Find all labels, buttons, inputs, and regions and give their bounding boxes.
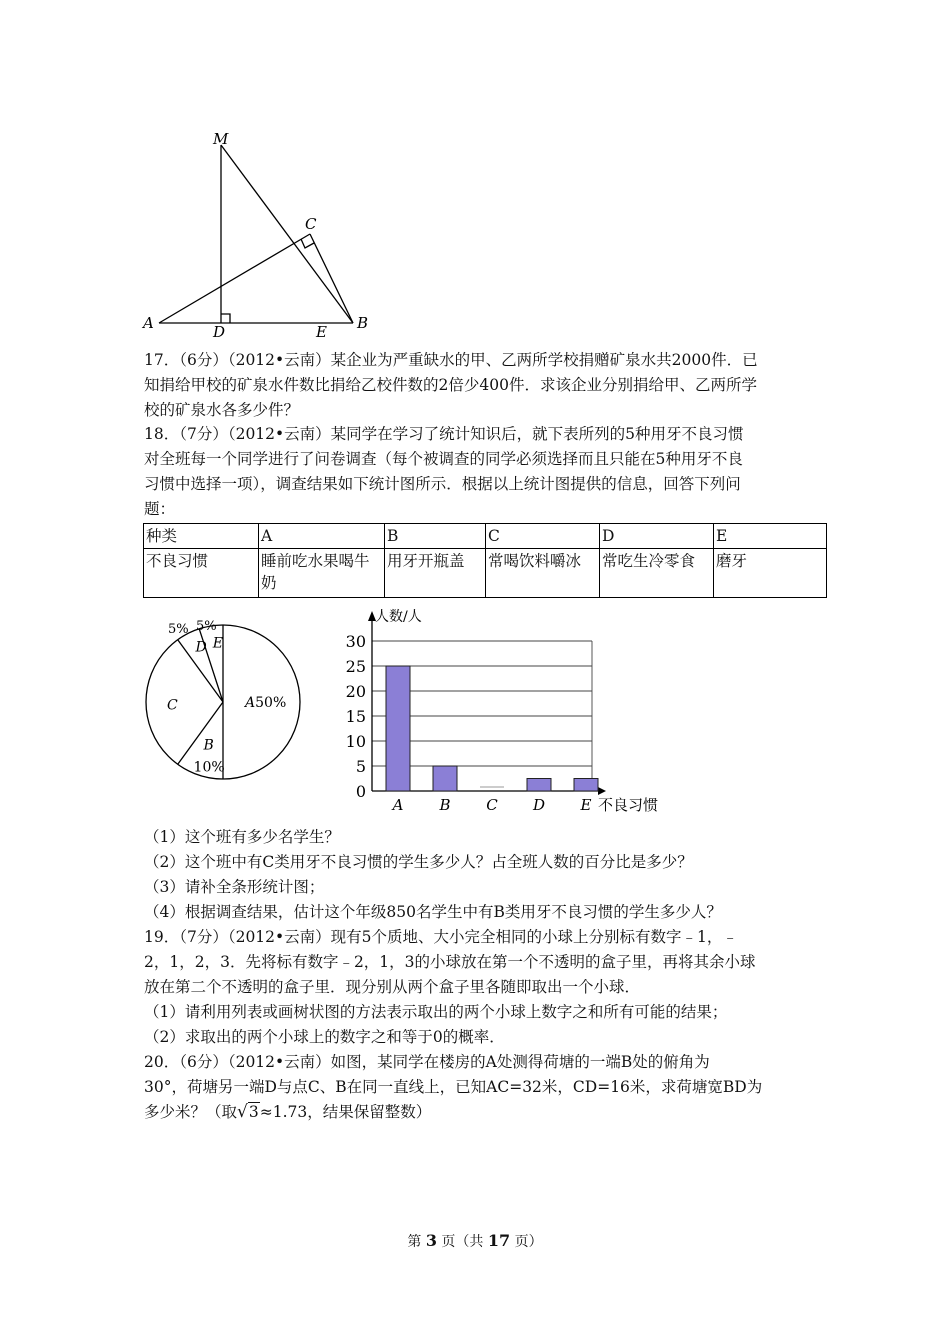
q20-line [144, 1100, 814, 1125]
q18-sub-line: （3）请补全条形统计图； [144, 878, 325, 896]
y-tick-label: 0 [355, 782, 366, 801]
table-cell: D [600, 524, 714, 549]
table-cell: 不良习惯 [144, 549, 259, 598]
table-header-row [144, 524, 827, 549]
pie-label-b [203, 738, 214, 754]
segment-cb [310, 234, 353, 323]
label-a: A [143, 314, 154, 332]
q18-line: 18．（7分）（2012•云南）某同学在学习了统计知识后，就下表所列的5种用牙不良习惯 [144, 425, 744, 443]
bar-e [574, 779, 598, 792]
q18-sub-line: （1）这个班有多少名学生？ [144, 828, 340, 846]
footer-middle: 页（共 [436, 1234, 488, 1250]
bar-d [527, 779, 551, 792]
x-axis-label: 不良习惯 [598, 796, 659, 814]
label-c: C [305, 215, 317, 233]
y-tick-label: 30 [345, 632, 366, 651]
label-d: D [213, 323, 226, 341]
q19-line: （1）请利用列表或画树状图的方法表示取出的两个小球上数字之和所有可能的结果； [144, 1003, 728, 1021]
label-m: M [213, 130, 229, 148]
sqrt-expression: √3 [237, 1102, 259, 1122]
y-axis-label: 人数/人 [375, 609, 422, 625]
x-axis-arrow [598, 787, 606, 795]
pie-percent-d: 5% [168, 622, 189, 637]
bar-a [386, 666, 410, 791]
label-b: B [357, 314, 369, 332]
q18-sub-line: （2）这个班中有C类用牙不良习惯的学生多少人？占全班人数的百分比是多少？ [144, 853, 693, 871]
x-tick-label: C [486, 796, 498, 814]
q17-line: 校的矿泉水各多少件？ [144, 401, 300, 419]
sqrt-radicand: 3 [248, 1103, 259, 1121]
pie-percent-b: 10% [193, 759, 225, 776]
y-tick-label: 25 [345, 657, 366, 676]
pie-label-c [167, 698, 178, 714]
question-18 [144, 422, 814, 522]
pie-label-e [212, 635, 223, 651]
y-tick-label: 20 [345, 682, 366, 701]
right-angle-c [301, 239, 314, 248]
footer-total-pages: 17 [487, 1231, 511, 1250]
q18-line: 习惯中选择一项），调查结果如下统计图所示．根据以上统计图提供的信息，回答下列问 [144, 475, 741, 493]
table-cell: 种类 [144, 524, 259, 549]
y-tick-label: 10 [345, 732, 366, 751]
table-cell: 用牙开瓶盖 [385, 549, 486, 598]
question-17 [144, 348, 814, 423]
pie-label-d [195, 639, 207, 655]
q20-line3-suffix: ≈1.73，结果保留整数） [259, 1103, 432, 1121]
segment-ac [159, 234, 310, 323]
q17-line: 17．（6分）（2012•云南）某企业为严重缺水的甲、乙两所学校捐赠矿泉水共2000件．已 [144, 351, 758, 369]
habits-table [143, 523, 827, 598]
q20-line3-prefix: 多少米？（取 [144, 1103, 238, 1121]
y-tick-label: 5 [355, 757, 366, 776]
page-footer [0, 1231, 950, 1251]
footer-suffix: 页） [510, 1234, 543, 1250]
x-tick-label: E [580, 796, 592, 814]
q20-line: 20．（6分）（2012•云南）如图，某同学在楼房的A处测得荷塘的一端B处的俯角为 [144, 1053, 710, 1071]
y-tick-label: 15 [345, 707, 366, 726]
table-cell: E [714, 524, 827, 549]
bar-chart [330, 605, 675, 817]
right-angle-d [221, 314, 230, 323]
pie-category-a: A [245, 695, 256, 711]
q19-line: 19．（7分）（2012•云南）现有5个质地、大小完全相同的小球上分别标有数字﹣1，﹣ [144, 928, 738, 946]
pie-divider-c [178, 702, 223, 764]
segment-mb [221, 145, 353, 323]
x-tick-label: D [532, 796, 546, 814]
q18-line: 题： [144, 500, 176, 518]
question-18-subquestions [144, 825, 814, 925]
table-cell: 睡前吃水果喝牛奶 [259, 549, 385, 598]
table-cell: B [385, 524, 486, 549]
q18-line: 对全班每一个同学进行了问卷调查（每个被调查的同学必须选择而且只能在5种用牙不良 [144, 450, 743, 468]
table-cell: C [486, 524, 600, 549]
pie-category-b: B [203, 737, 214, 754]
footer-page-number: 3 [425, 1231, 437, 1250]
q20-line: 30°，荷塘另一端D与点C、B在同一直线上，已知AC=32米，CD=16米，求荷塘宽BD为 [144, 1078, 763, 1096]
q19-line: （2）求取出的两个小球上的数字之和等于0的概率． [144, 1028, 505, 1046]
q17-line: 知捐给甲校的矿泉水件数比捐给乙校件数的2倍少400件．求该企业分别捐给甲、乙两所学 [144, 376, 757, 394]
label-e: E [316, 323, 327, 341]
footer-prefix: 第 [407, 1234, 426, 1250]
bar-b [433, 766, 457, 791]
table-cell: 磨牙 [714, 549, 827, 598]
pie-percent-a: 50% [255, 695, 287, 711]
x-tick-label: A [392, 796, 404, 814]
geometry-figure [135, 125, 375, 345]
pie-label-a [243, 695, 286, 711]
q18-sub-line: （4）根据调查结果，估计这个年级850名学生中有B类用牙不良习惯的学生多少人？ [144, 903, 722, 921]
table-cell: A [259, 524, 385, 549]
q19-line: 放在第二个不透明的盒子里．现分别从两个盒子里各随即取出一个小球． [144, 978, 641, 996]
pie-category-e: E [212, 635, 223, 652]
table-cell: 常吃生冷零食 [600, 549, 714, 598]
pie-percent-e: 5% [196, 619, 217, 634]
table-row [144, 549, 827, 598]
x-tick-label: B [439, 796, 451, 814]
pie-chart [136, 612, 316, 792]
pie-category-d: D [195, 639, 207, 656]
table-cell: 常喝饮料嚼冰 [486, 549, 600, 598]
q19-line: 2，1，2，3．先将标有数字﹣2，1，3的小球放在第一个不透明的盒子里，再将其余小球 [144, 953, 756, 971]
pie-category-c: C [167, 697, 178, 714]
question-19 [144, 925, 814, 1050]
question-20 [144, 1050, 814, 1125]
